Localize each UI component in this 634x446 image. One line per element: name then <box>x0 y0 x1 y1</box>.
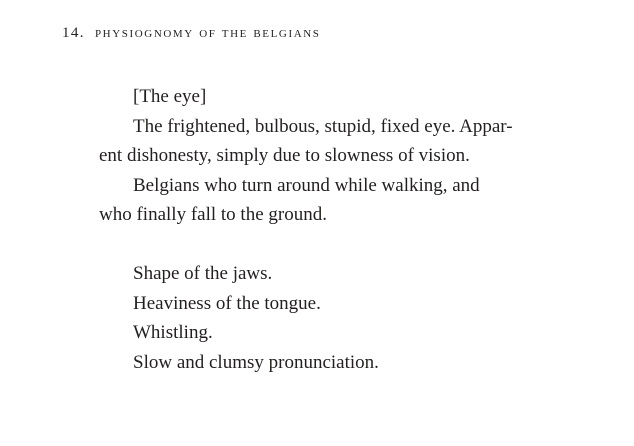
text-line: Slow and clumsy pronunciation. <box>133 351 379 373</box>
page-heading <box>62 25 321 42</box>
text-line: Heaviness of the tongue. <box>133 292 321 314</box>
text-line: Shape of the jaws. <box>133 263 273 284</box>
text-line: who finally fall to the ground. <box>99 204 327 225</box>
text-line: Belgians who turn around while walking, and <box>133 174 480 196</box>
text-line: [The eye] <box>133 86 207 107</box>
text-line: The frightened, bulbous, stupid, fixed eye. Appar- <box>133 115 513 137</box>
paragraph-gap <box>99 230 549 260</box>
text-line: Whistling. <box>133 322 213 343</box>
text-line: ent dishonesty, simply due to slowness of vision. <box>99 145 470 166</box>
section-number: 14. <box>62 25 85 41</box>
section-title: physiognomy of the belgians <box>94 25 321 41</box>
body-text <box>99 82 549 377</box>
